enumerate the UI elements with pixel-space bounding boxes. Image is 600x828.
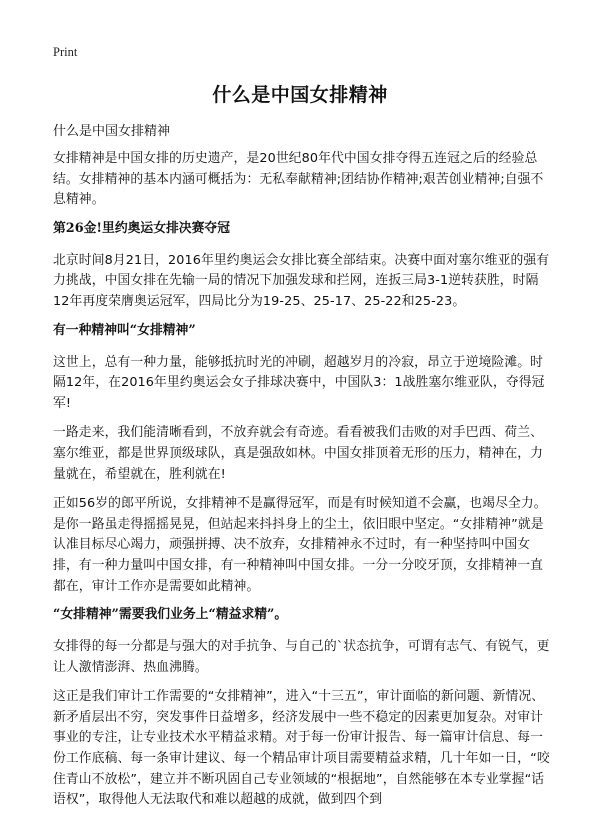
page-title: 什么是中国女排精神	[212, 84, 388, 106]
section-heading-excellence: “女排精神”需要我们业务上“精益求精”。	[53, 607, 288, 623]
paragraph-lang-ping: 正如56岁的郎平所说，女排精神不是赢得冠军，而是有时候知道不会赢，也竭尽全力。是你一路虽走得摇摇晃晃，但站起来抖抖身上的尘土，依旧眼中坚定。“女排精神”就是认准目标尽心竭力，顽强拼搏、决不放弃，女排精神永不过时，有一种坚持叫中国女排，有一种力量叫中国女排，有一种精神叫中国女排。一分一分咬牙顶，女排精神一直都在，审计工作亦是需要如此精神。	[53, 496, 547, 594]
section-heading-rio-final: 第26金!里约奥运女排决赛夺冠	[53, 220, 230, 236]
article-body	[53, 149, 553, 820]
paragraph-never-give-up: 一路走来，我们能清晰看到，不放弃就会有奇迹。看看被我们击败的对手巴西、荷兰、塞尔维亚，都是世界顶级球队，真是强敌如林。中国女排顶着无形的压力，精神在，力量就在，希望就在，胜利就在!	[53, 425, 544, 482]
paragraph-match-report: 北京时间8月21日，2016年里约奥运会女排比赛全部结束。决赛中面对塞尔维亚的强有力挑战，中国女排在先输一局的情况下加强发球和拦网，连扳三局3-1逆转获胜，时隔12年再度荣膺奥运冠军，四局比分为19-25、25-17、25-22和25-23。	[53, 252, 550, 309]
print-link[interactable]: Print	[53, 45, 78, 59]
section-heading-spirit: 有一种精神叫“女排精神”	[53, 322, 196, 338]
paragraph-every-point: 女排得的每一分都是与强大的对手抗争、与自己的`状态抗争，可谓有志气、有锐气，更让人激情澎湃、热血沸腾。	[53, 639, 550, 675]
paragraph-intro: 女排精神是中国女排的历史遗产，是20世纪80年代中国女排夺得五连冠之后的经验总结。女排精神的基本内涵可概括为：无私奉献精神;团结协作精神;艰苦创业精神;自强不息精神。	[53, 151, 544, 208]
document-subtitle: 什么是中国女排精神	[53, 124, 171, 139]
paragraph-power: 这世上，总有一种力量，能够抵抗时光的冲刷，超越岁月的冷寂，昂立于逆境险滩。时隔12年，在2016年里约奥运会女子排球决赛中，中国队3：1战胜塞尔维亚队，夺得冠军!	[53, 354, 545, 411]
paragraph-audit-work: 这正是我们审计工作需要的“女排精神”，进入“十三五”，审计面临的新问题、新情况、新矛盾层出不穷，突发事件日益增多，经济发展中一些不稳定的因素更加复杂。对审计事业的专注，让专业技术水平精益求精。对于每一份审计报告、每一篇审计信息、每一份工作底稿、每一条审计建议、每一个精品审计项目需要精益求精，几十年如一日，“咬住青山不放松”，建立并不断巩固自己专业领域的“根据地”，自然能够在本专业掌握“话语权”，取得他人无法取代和难以超越的成就，做到四个到	[53, 689, 550, 808]
